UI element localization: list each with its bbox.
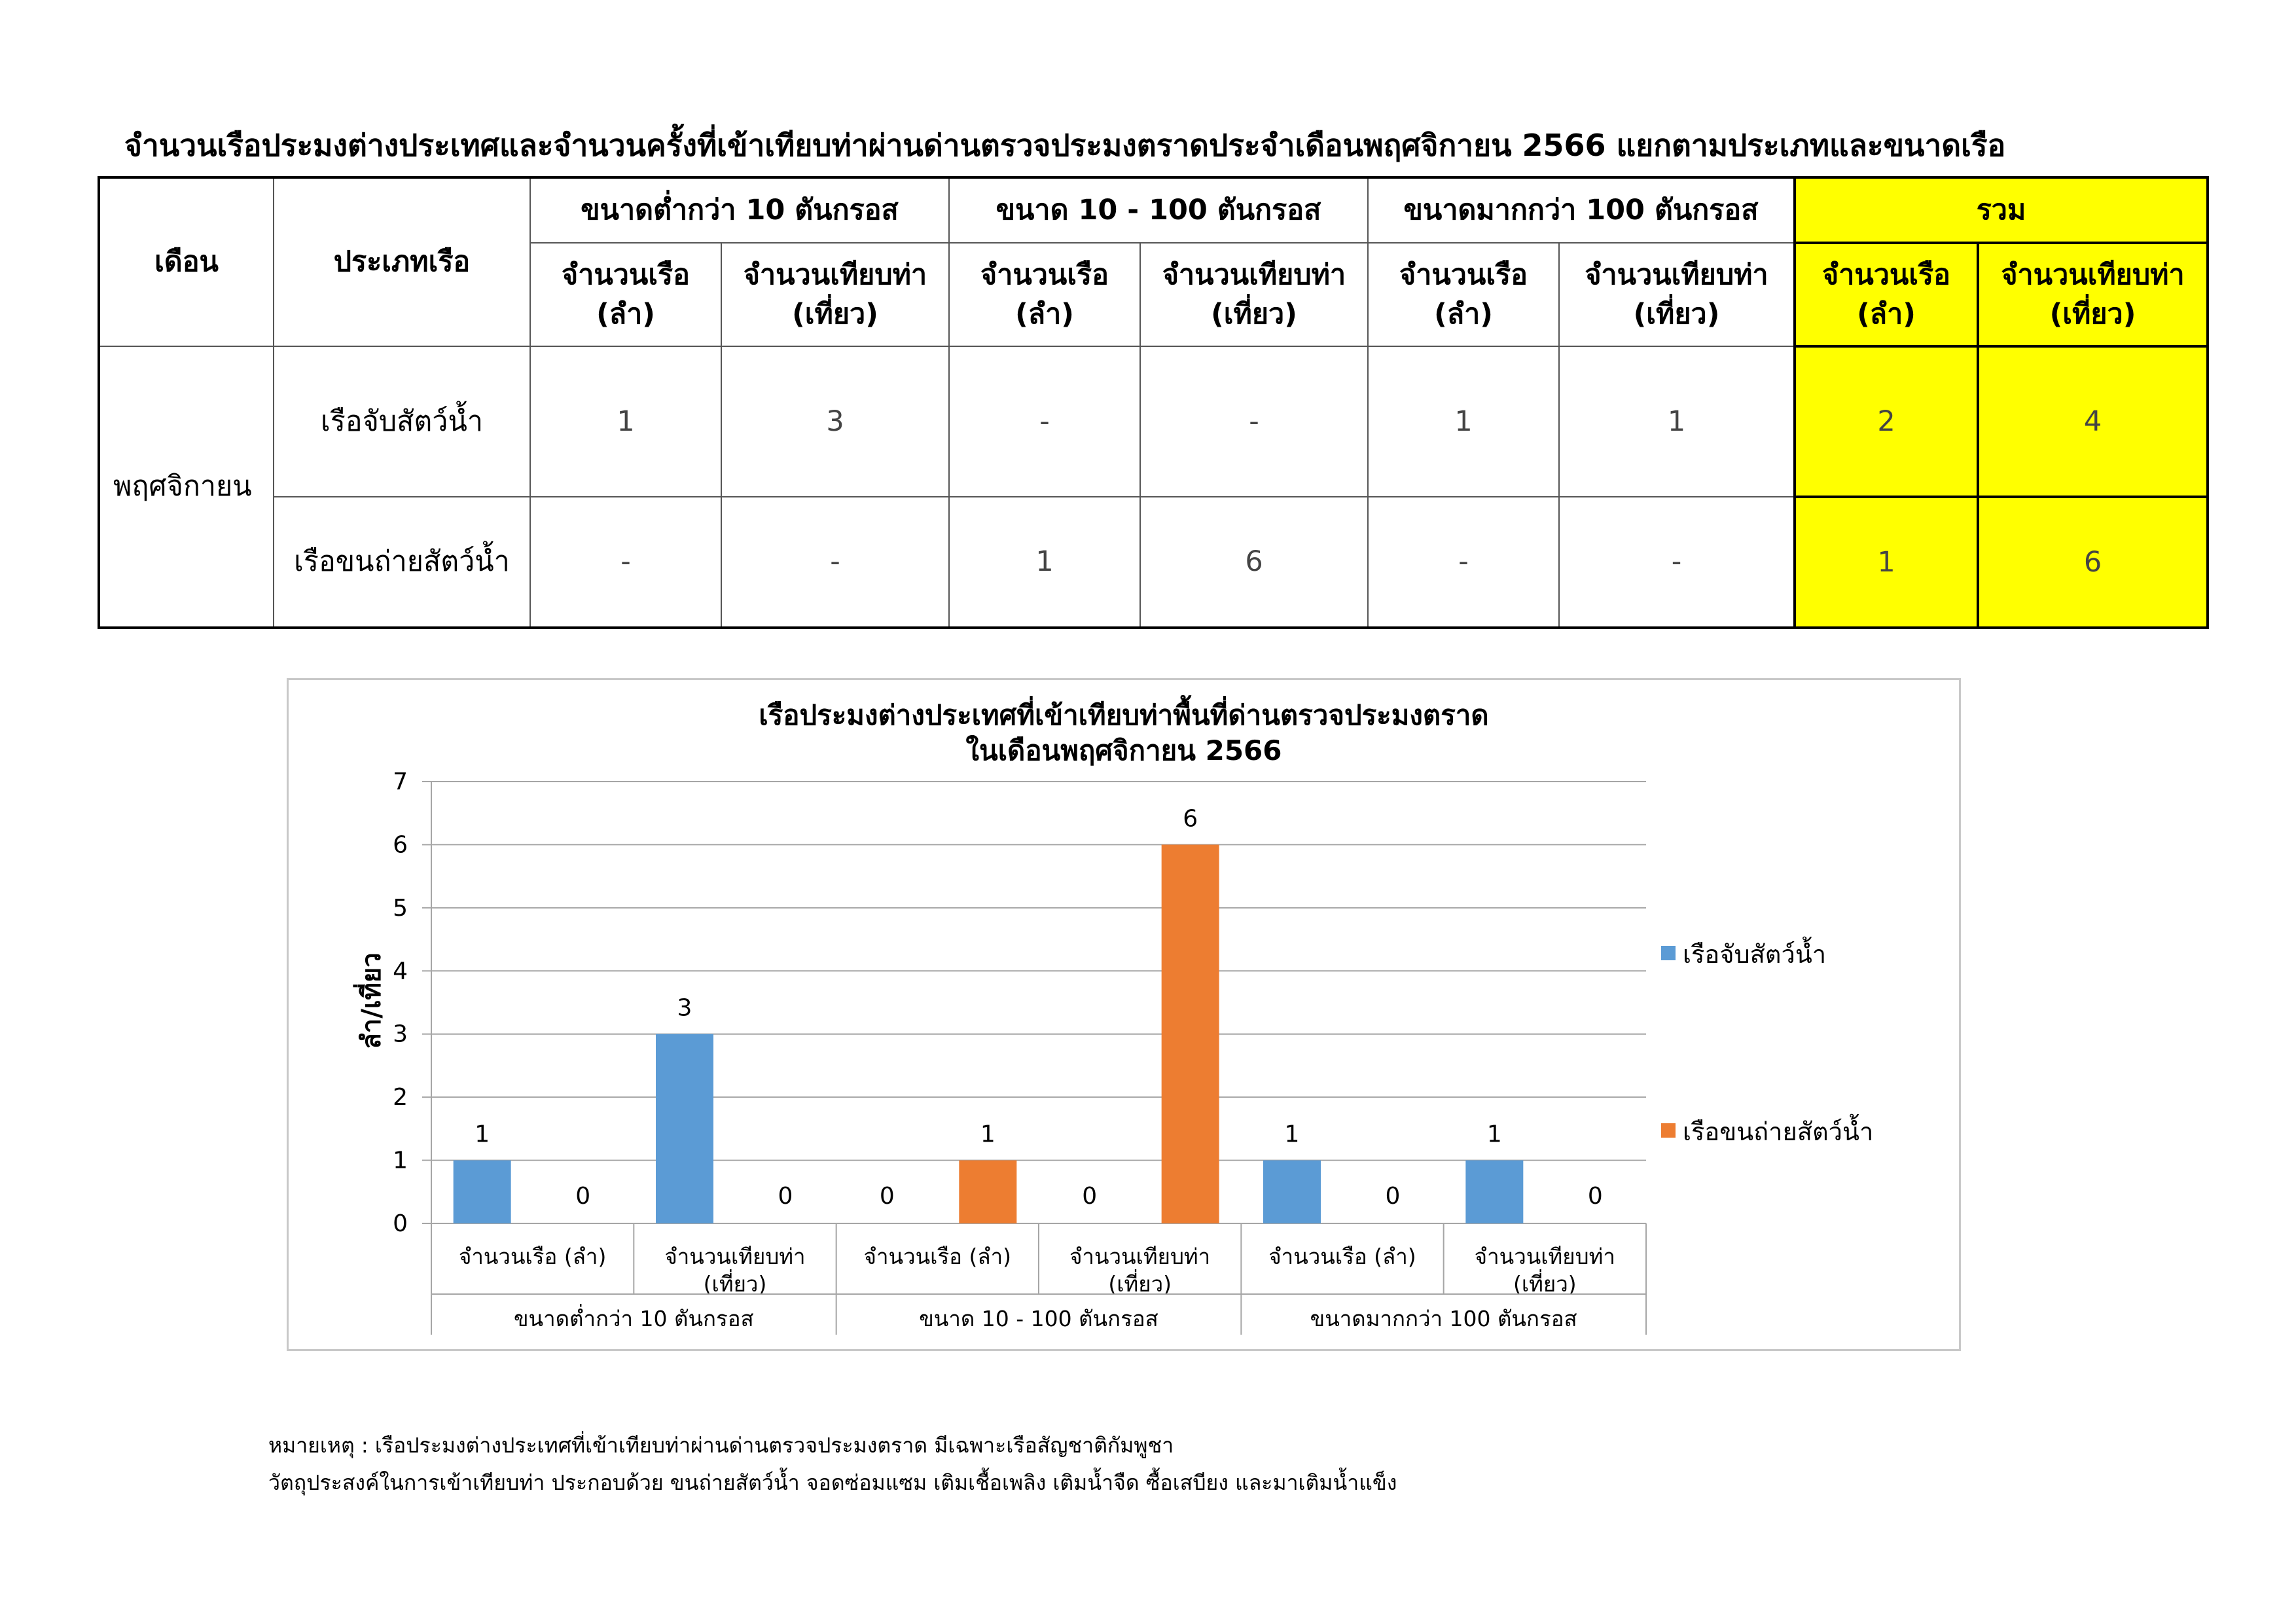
y-tick-label: 1 (393, 1147, 408, 1174)
bar-transship (959, 1161, 1016, 1223)
value-cell: 1 (1559, 346, 1795, 497)
data-label: 1 (475, 1121, 490, 1148)
x-category-label: จำนวนเรือ (ลำ) (863, 1244, 1011, 1269)
y-tick-label: 6 (393, 831, 408, 859)
value-cell: - (721, 497, 949, 628)
y-tick-label: 2 (393, 1084, 408, 1111)
data-label: 3 (677, 994, 692, 1022)
y-tick-label: 4 (393, 958, 408, 985)
y-tick-label: 7 (393, 768, 408, 795)
bar-chart (289, 680, 1959, 1349)
x-group-label: ขนาดมากกว่า 100 ตันกรอส (1310, 1306, 1577, 1331)
x-group-label: ขนาด 10 - 100 ตันกรอส (919, 1306, 1158, 1331)
data-label: 0 (575, 1183, 591, 1210)
total-boats-cell: 2 (1795, 346, 1978, 497)
value-cell: 1 (949, 497, 1140, 628)
subheader-trips: จำนวนเทียบท่า (เที่ยว) (1559, 243, 1795, 346)
data-label: 0 (1082, 1183, 1098, 1210)
header-group-medium: ขนาด 10 - 100 ตันกรอส (949, 177, 1368, 243)
month-cell: พฤศจิกายน (99, 346, 274, 628)
chart-title: เรือประมงต่างประเทศที่เข้าเทียบท่าพื้นที่ด่านตรวจประมงตราด (759, 699, 1489, 731)
x-category-label: จำนวนเรือ (ลำ) (1268, 1244, 1416, 1269)
value-cell: 3 (721, 346, 949, 497)
page-title: จำนวนเรือประมงต่างประเทศและจำนวนครั้งที่เข้าเทียบท่าผ่านด่านตรวจประมงตราดประจำเดือนพฤศจิกายน 2566 แยกตามประเภทและขนาดเรือ (124, 128, 2006, 163)
footnote-line-2: วัตถุประสงค์ในการเข้าเทียบท่า ประกอบด้วย ขนถ่ายสัตว์น้ำ จอดซ่อมแซม เติมเชื้อเพลิง เติมน้ำจืด ซื้อเสบียง และมาเติมน้ำแข็ง (268, 1470, 1397, 1495)
header-boat-type: ประเภทเรือ (274, 177, 530, 346)
total-trips-cell: 6 (1978, 497, 2208, 628)
data-label: 6 (1183, 805, 1198, 833)
table-row (99, 497, 2208, 628)
value-cell: - (1140, 346, 1368, 497)
total-trips-cell: 4 (1978, 346, 2208, 497)
boat-type-cell: เรือจับสัตว์น้ำ (274, 346, 530, 497)
header-group-total: รวม (1795, 177, 2208, 243)
subheader-boats: จำนวนเรือ (ลำ) (949, 243, 1140, 346)
header-group-small: ขนาดต่ำกว่า 10 ตันกรอส (530, 177, 949, 243)
y-axis-label: ลำ/เที่ยว (357, 952, 387, 1049)
y-tick-label: 5 (393, 894, 408, 922)
data-label: 1 (980, 1121, 996, 1148)
footnote-line-1: หมายเหตุ : เรือประมงต่างประเทศที่เข้าเทียบท่าผ่านด่านตรวจประมงตราด มีเฉพาะเรือสัญชาติกัมพูชา (268, 1433, 1174, 1458)
data-label: 0 (1385, 1183, 1401, 1210)
value-cell: - (949, 346, 1140, 497)
bar-catch (454, 1161, 511, 1223)
total-boats-cell: 1 (1795, 497, 1978, 628)
header-group-large: ขนาดมากกว่า 100 ตันกรอส (1368, 177, 1795, 243)
subheader-boats: จำนวนเรือ (ลำ) (530, 243, 721, 346)
x-category-label: จำนวนเรือ (ลำ) (459, 1244, 607, 1269)
header-month: เดือน (99, 177, 274, 346)
bar-transship (1162, 844, 1219, 1223)
data-label: 0 (879, 1183, 895, 1210)
y-tick-label: 3 (393, 1020, 408, 1048)
x-category-label: จำนวนเทียบท่า (664, 1244, 806, 1269)
value-cell: 1 (1368, 346, 1559, 497)
value-cell: 1 (530, 346, 721, 497)
legend-label: เรือจับสัตว์น้ำ (1683, 940, 1827, 969)
data-label: 0 (778, 1183, 793, 1210)
bar-catch (656, 1034, 713, 1223)
x-category-label: (เที่ยว) (1108, 1271, 1172, 1297)
x-category-label: (เที่ยว) (703, 1271, 767, 1297)
summary-table (98, 176, 2209, 629)
value-cell: - (1559, 497, 1795, 628)
x-category-label: จำนวนเทียบท่า (1069, 1244, 1211, 1269)
legend-swatch (1661, 946, 1676, 960)
bar-catch (1465, 1161, 1523, 1223)
y-tick-label: 0 (393, 1210, 408, 1237)
subheader-boats: จำนวนเรือ (ลำ) (1368, 243, 1559, 346)
legend-swatch (1661, 1123, 1676, 1138)
value-cell: - (1368, 497, 1559, 628)
bar-catch (1263, 1161, 1321, 1223)
x-group-label: ขนาดต่ำกว่า 10 ตันกรอส (513, 1306, 754, 1331)
subheader-total-trips: จำนวนเทียบท่า (เที่ยว) (1978, 243, 2208, 346)
subheader-trips: จำนวนเทียบท่า (เที่ยว) (1140, 243, 1368, 346)
subheader-total-boats: จำนวนเรือ (ลำ) (1795, 243, 1978, 346)
subheader-trips: จำนวนเทียบท่า (เที่ยว) (721, 243, 949, 346)
legend-label: เรือขนถ่ายสัตว์น้ำ (1683, 1117, 1874, 1146)
chart-subtitle: ในเดือนพฤศจิกายน 2566 (965, 734, 1282, 767)
table-row (99, 346, 2208, 497)
value-cell: - (530, 497, 721, 628)
data-label: 1 (1486, 1121, 1502, 1148)
x-category-label: (เที่ยว) (1513, 1271, 1577, 1297)
chart-container (287, 678, 1961, 1351)
data-label: 1 (1284, 1121, 1300, 1148)
value-cell: 6 (1140, 497, 1368, 628)
data-label: 0 (1587, 1183, 1603, 1210)
x-category-label: จำนวนเทียบท่า (1474, 1244, 1615, 1269)
boat-type-cell: เรือขนถ่ายสัตว์น้ำ (274, 497, 530, 628)
